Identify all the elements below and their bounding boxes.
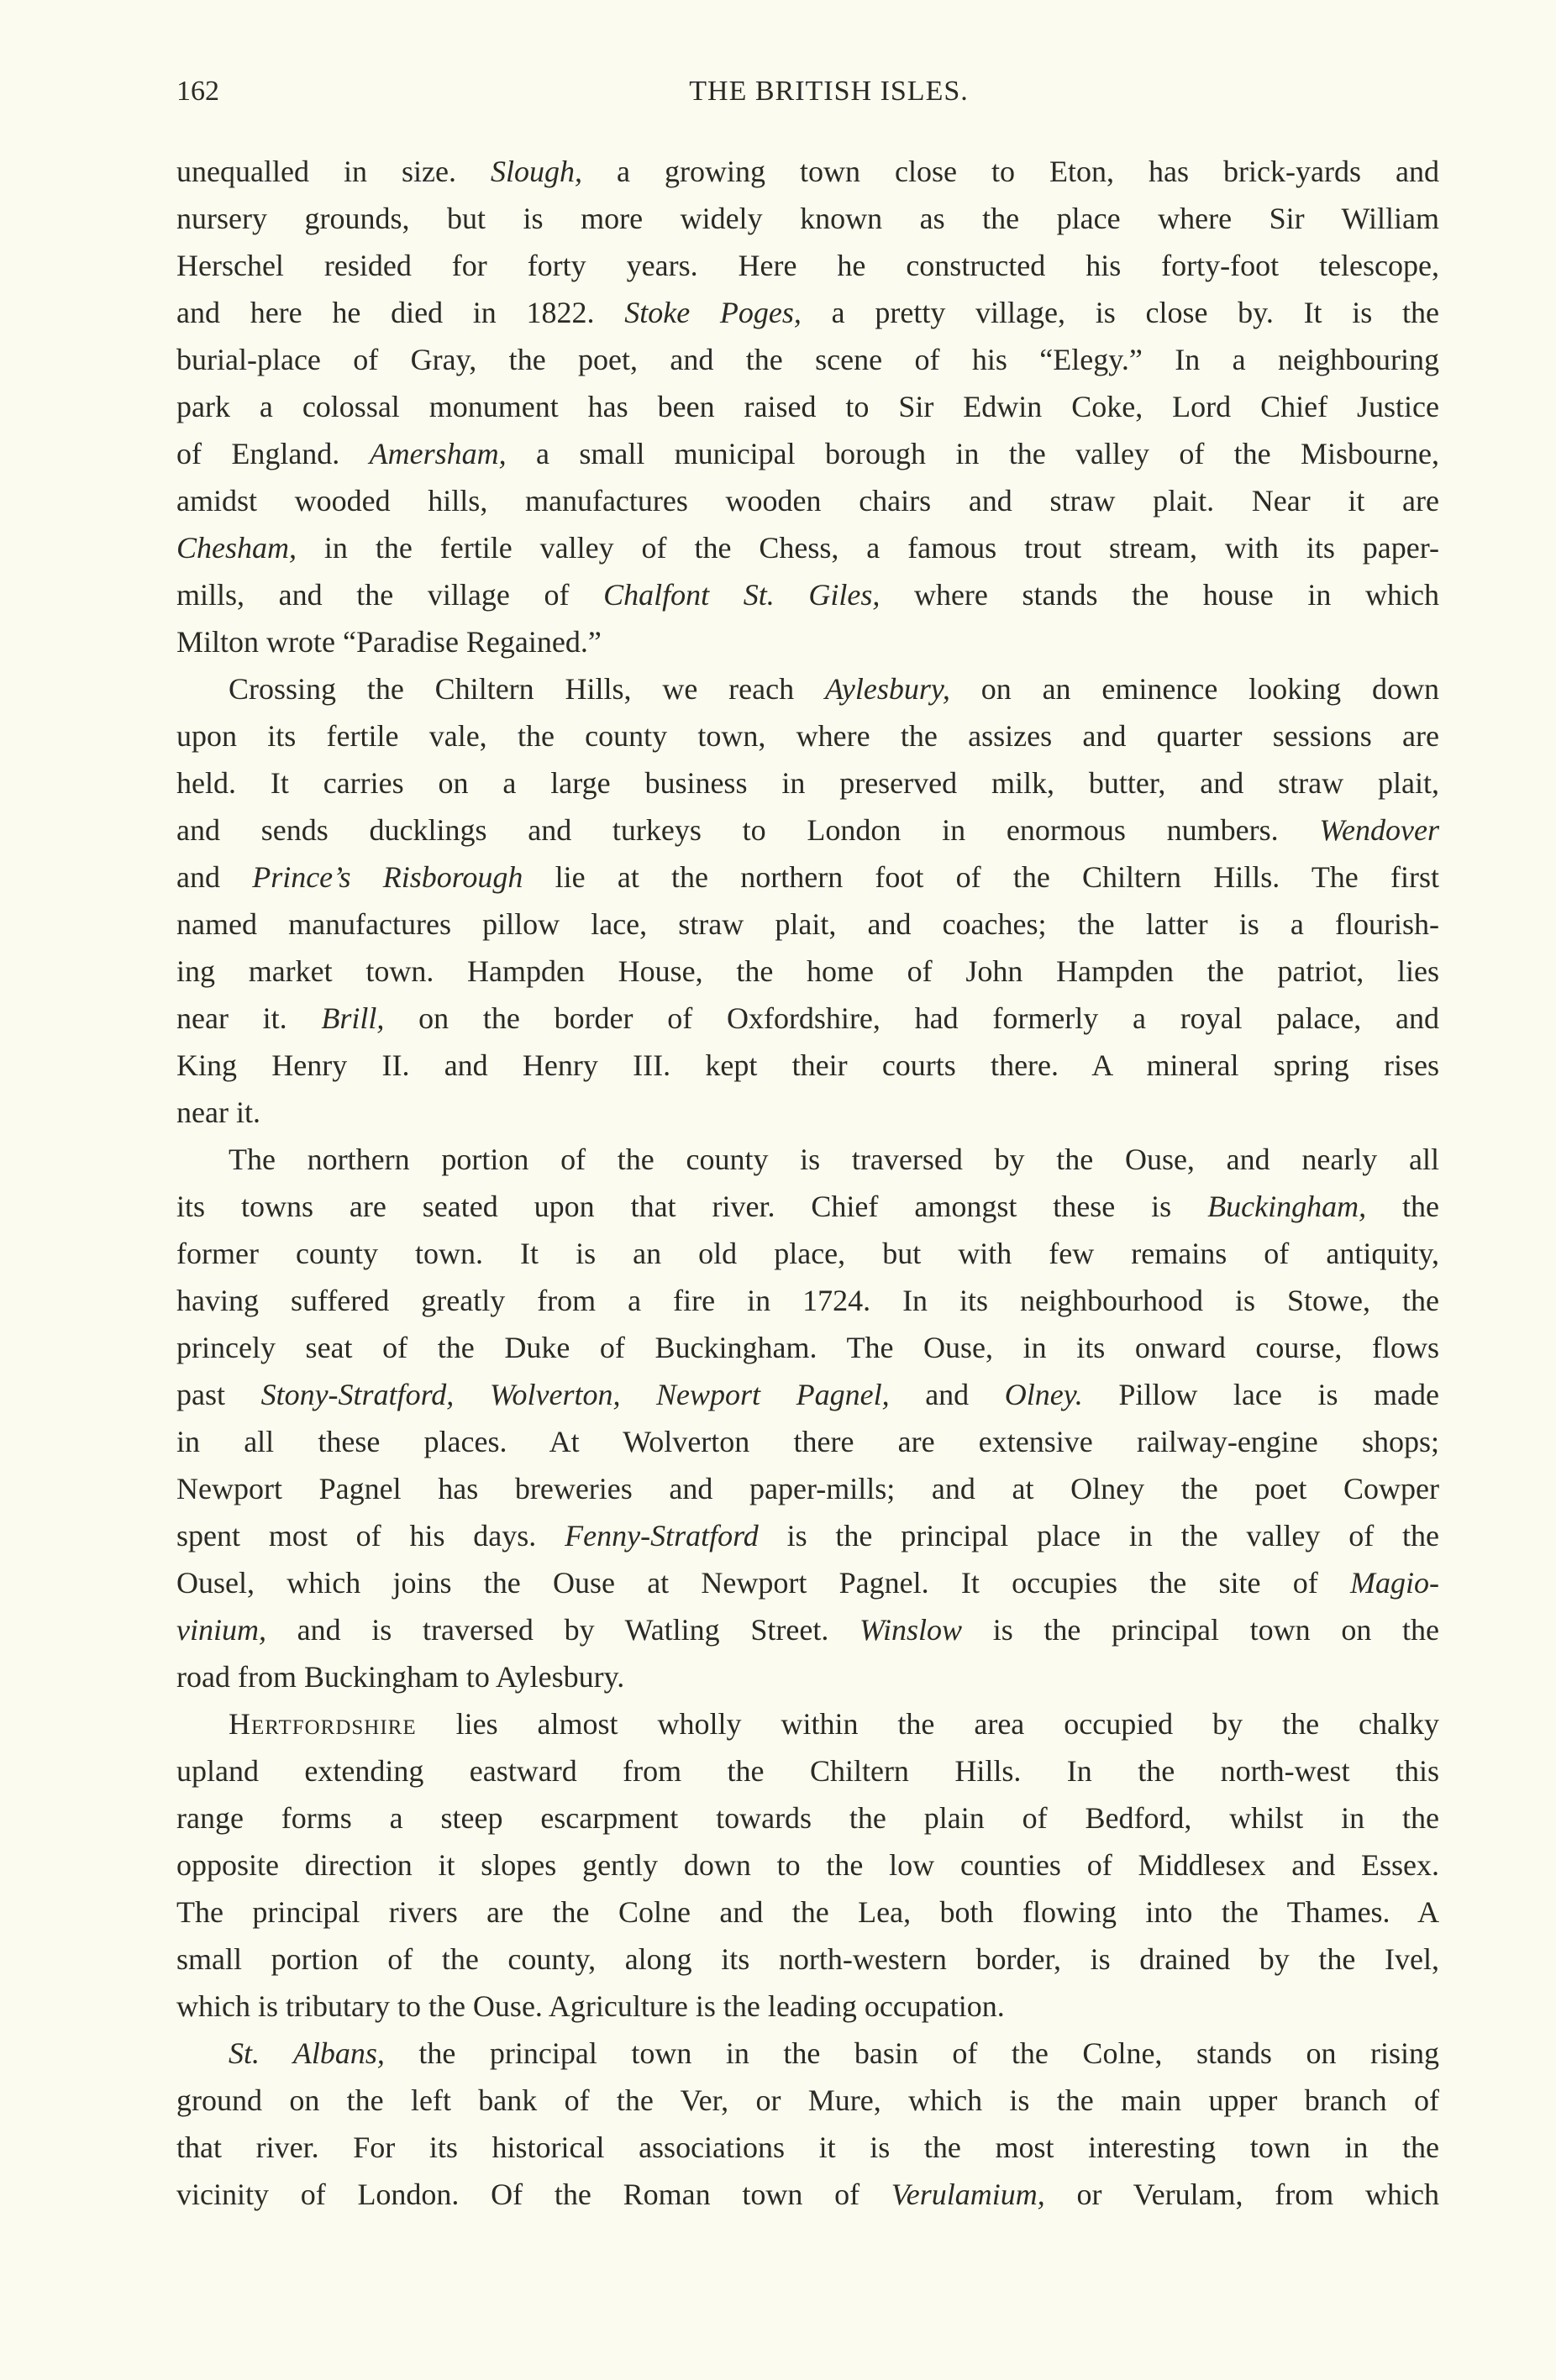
text-line: [176, 1653, 1439, 1700]
text-run: King Henry II. and Henry III. kept their courts there. A mineral spring rises: [176, 1048, 1439, 1082]
text-run: nursery grounds, but is more widely known as the place where Sir William: [176, 202, 1439, 235]
place-name: Fenny-Stratford: [565, 1519, 759, 1553]
place-name: St. Albans,: [229, 2036, 385, 2070]
text-line: [176, 1183, 1439, 1230]
text-line: [176, 1136, 1439, 1183]
text-line: [176, 1889, 1439, 1936]
text-run: lies almost wholly within the area occupied by the chalky: [416, 1707, 1439, 1741]
text-line: [176, 336, 1439, 383]
text-run: Ousel, which joins the Ouse at Newport Pagnel. It occupies the site of: [176, 1566, 1351, 1600]
text-run: on an eminence looking down: [949, 672, 1439, 706]
text-line: [176, 1512, 1439, 1559]
text-run: a pretty village, is close by. It is the: [801, 296, 1439, 329]
place-name: Magio-: [1350, 1566, 1439, 1600]
text-line: [176, 2077, 1439, 2124]
text-run: lie at the northern foot of the Chiltern Hills. The first: [523, 860, 1439, 894]
text-line: [176, 1277, 1439, 1324]
text-run: vicinity of London. Of the Roman town of: [176, 2178, 891, 2211]
text-run: in the fertile valley of the Chess, a famous trout stream, with its paper-: [297, 531, 1439, 565]
paragraph: [176, 148, 1439, 665]
text-line: [176, 1324, 1439, 1371]
paragraph: [176, 665, 1439, 1136]
text-line: [176, 571, 1439, 618]
text-run: of England.: [176, 437, 370, 470]
text-run: the: [1366, 1190, 1439, 1223]
text-run: and sends ducklings and turkeys to London in enormous numbers.: [176, 813, 1320, 847]
text-line: [176, 1559, 1439, 1606]
place-name: Amersham,: [369, 437, 507, 470]
text-line: [176, 901, 1439, 948]
text-run: former county town. It is an old place, but with few remains of antiquity,: [176, 1237, 1439, 1270]
text-run: a growing town close to Eton, has brick-yards and: [581, 155, 1439, 188]
place-name: Stoke Poges,: [624, 296, 802, 329]
text-run: upland extending eastward from the Chiltern Hills. In the north-west this: [176, 1754, 1439, 1788]
text-run: mills, and the village of: [176, 578, 604, 612]
text-run: is the principal town on the: [962, 1613, 1439, 1647]
text-line: [176, 524, 1439, 571]
text-run: ing market town. Hampden House, the home of John Hampden the patriot, lies: [176, 954, 1439, 988]
place-name: Buckingham,: [1207, 1190, 1367, 1223]
page-number: 162: [176, 76, 219, 107]
text-line: [176, 1230, 1439, 1277]
text-run: small portion of the county, along its north-western border, is drained by the Ivel,: [176, 1942, 1439, 1976]
text-run: that river. For its historical associations it is the most interesting town in the: [176, 2130, 1439, 2164]
text-run: The northern portion of the county is traversed by the Ouse, and nearly all: [229, 1143, 1439, 1176]
place-name: Stony-Stratford, Wolverton, Newport Pagnel,: [260, 1378, 890, 1411]
paragraph: [176, 1700, 1439, 2030]
text-line: [176, 806, 1439, 854]
text-run: is the principal place in the valley of the: [758, 1519, 1440, 1553]
text-run: spent most of his days.: [176, 1519, 565, 1553]
text-run: road from Buckingham to Aylesbury.: [176, 1660, 625, 1694]
text-run: Newport Pagnel has breweries and paper-mills; and at Olney the poet Cowper: [176, 1472, 1439, 1505]
text-line: [176, 995, 1439, 1042]
text-line: [176, 2124, 1439, 2171]
text-line: [176, 477, 1439, 524]
text-line: [176, 948, 1439, 995]
text-line: [176, 1089, 1439, 1136]
text-run: its towns are seated upon that river. Chief amongst these is: [176, 1190, 1208, 1223]
place-name: Winslow: [859, 1613, 963, 1647]
text-run: Pillow lace is made: [1082, 1378, 1440, 1411]
running-head: [176, 76, 1439, 116]
text-run: and: [889, 1378, 1005, 1411]
text-run: and: [176, 860, 253, 894]
text-line: [176, 665, 1439, 712]
text-line: [176, 1936, 1439, 1983]
place-name: Olney.: [1004, 1378, 1083, 1411]
text-run: on the border of Oxfordshire, had formerly a royal palace, and: [384, 1001, 1439, 1035]
text-line: [176, 712, 1439, 759]
text-line: [176, 1747, 1439, 1794]
place-name: Brill,: [321, 1001, 385, 1035]
text-run: amidst wooded hills, manufactures wooden chairs and straw plait. Near it are: [176, 484, 1439, 518]
paragraph: [176, 2030, 1439, 2218]
text-run: burial-place of Gray, the poet, and the scene of his “Elegy.” In a neighbouring: [176, 343, 1439, 376]
text-run: in all these places. At Wolverton there are extensive railway-engine shops;: [176, 1425, 1439, 1458]
text-line: [176, 2030, 1439, 2077]
text-run: which is tributary to the Ouse. Agriculture is the leading occupation.: [176, 1989, 1005, 2023]
place-name: Aylesbury,: [824, 672, 950, 706]
text-line: [176, 430, 1439, 477]
text-run: named manufactures pillow lace, straw plait, and coaches; the latter is a flourish-: [176, 907, 1439, 941]
text-run: upon its fertile vale, the county town, where the assizes and quarter sessions are: [176, 719, 1439, 753]
text-run: Herschel resided for forty years. Here he constructed his forty-foot telescope,: [176, 249, 1439, 282]
text-line: [176, 1841, 1439, 1889]
text-line: [176, 148, 1439, 195]
body-text: [176, 148, 1439, 2218]
text-line: [176, 1418, 1439, 1465]
running-title: THE BRITISH ISLES.: [689, 76, 969, 107]
text-run: unequalled in size.: [176, 155, 491, 188]
text-run: held. It carries on a large business in preserved milk, butter, and straw plait,: [176, 766, 1439, 800]
place-name: Slough,: [490, 155, 582, 188]
text-run: or Verulam, from which: [1044, 2178, 1439, 2211]
text-run: The principal rivers are the Colne and the Lea, both flowing into the Thames. A: [176, 1895, 1439, 1929]
text-run: Crossing the Chiltern Hills, we reach: [229, 672, 825, 706]
place-name: Prince’s Risborough: [252, 860, 523, 894]
text-run: having suffered greatly from a fire in 1724. In its neighbourhood is Stowe, the: [176, 1284, 1439, 1317]
text-line: [176, 2171, 1439, 2218]
place-name: Chesham,: [176, 531, 297, 565]
text-run: near it.: [176, 1095, 260, 1129]
text-line: [176, 195, 1439, 242]
text-run: where stands the house in which: [880, 578, 1439, 612]
text-run: a small municipal borough in the valley of the Misbourne,: [506, 437, 1439, 470]
text-run: and here he died in 1822.: [176, 296, 625, 329]
text-run: the principal town in the basin of the Colne, stands on rising: [384, 2036, 1439, 2070]
text-run: park a colossal monument has been raised to Sir Edwin Coke, Lord Chief Justice: [176, 390, 1439, 423]
text-line: [176, 1042, 1439, 1089]
text-run: opposite direction it slopes gently down to the low counties of Middlesex and Essex.: [176, 1848, 1439, 1882]
text-run: ground on the left bank of the Ver, or Mure, which is the main upper branch of: [176, 2083, 1439, 2117]
text-line: [176, 1983, 1439, 2030]
place-name: Verulamium,: [891, 2178, 1045, 2211]
text-run: and is traversed by Watling Street.: [265, 1613, 859, 1647]
text-run: Milton wrote “Paradise Regained.”: [176, 625, 602, 659]
text-line: [176, 383, 1439, 430]
text-line: [176, 759, 1439, 806]
text-line: [176, 1700, 1439, 1747]
text-line: [176, 1794, 1439, 1841]
place-name: vinium,: [176, 1613, 266, 1647]
text-run: near it.: [176, 1001, 322, 1035]
text-line: [176, 289, 1439, 336]
text-line: [176, 1371, 1439, 1418]
place-name: Wendover: [1319, 813, 1439, 847]
text-run: princely seat of the Duke of Buckingham. The Ouse, in its onward course, flows: [176, 1331, 1439, 1364]
text-line: [176, 1465, 1439, 1512]
text-line: [176, 242, 1439, 289]
county-heading: Hertfordshire: [229, 1707, 417, 1741]
text-line: [176, 1606, 1439, 1653]
paragraph: [176, 1136, 1439, 1700]
text-run: past: [176, 1378, 261, 1411]
text-line: [176, 618, 1439, 665]
place-name: Chalfont St. Giles,: [603, 578, 881, 612]
text-line: [176, 854, 1439, 901]
text-run: range forms a steep escarpment towards the plain of Bedford, whilst in the: [176, 1801, 1439, 1835]
